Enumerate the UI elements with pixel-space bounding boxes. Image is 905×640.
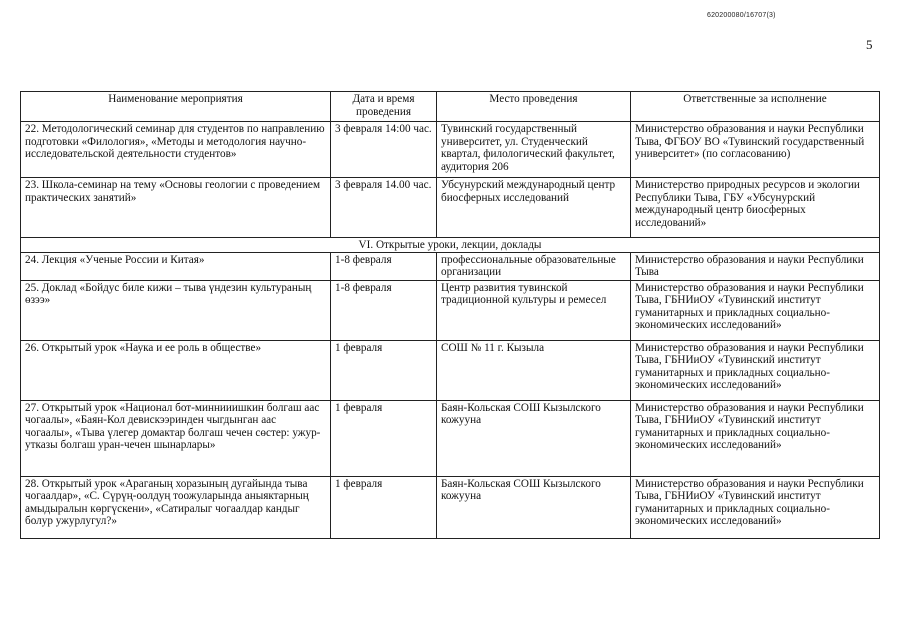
table-row — [21, 400, 880, 476]
cell-place: СОШ № 11 г. Кызыла — [437, 340, 631, 400]
header-date: Дата и время проведения — [331, 92, 437, 122]
cell-date: 3 февраля 14.00 час. — [331, 178, 437, 238]
table-row — [21, 122, 880, 178]
table-row — [21, 340, 880, 400]
cell-responsible: Министерство образования и науки Республики Тыва — [631, 252, 880, 280]
table-row — [21, 476, 880, 538]
cell-name: 22. Методологический семинар для студентов по направлению подготовки «Филология», «Методы и методология научно-исследовательской деятельности студентов» — [21, 122, 331, 178]
table-header-row — [21, 92, 880, 122]
cell-date: 1 февраля — [331, 476, 437, 538]
cell-responsible: Министерство образования и науки Республики Тыва, ГБНИиОУ «Тувинский институт гуманитарных и прикладных социально-экономических исследований» — [631, 280, 880, 340]
table-row — [21, 280, 880, 340]
document-code: 620200080/16707(3) — [707, 12, 776, 19]
cell-date: 1 февраля — [331, 400, 437, 476]
table-row — [21, 252, 880, 280]
cell-place: Убсунурский международный центр биосферных исследований — [437, 178, 631, 238]
events-table — [20, 91, 880, 539]
cell-date: 1-8 февраля — [331, 252, 437, 280]
section-title: VI. Открытые уроки, лекции, доклады — [21, 238, 880, 253]
cell-place: профессиональные образовательные организации — [437, 252, 631, 280]
cell-name: 27. Открытый урок «Национал бот-миннииишкин болгаш аас чогаалы», «Баян-Кол девискээринден чыгдынган аас чогаалы», «Тыва үлегер домактар болгаш чечен сөстер: ужур-утказы болгаш уран-чечен шынарлары» — [21, 400, 331, 476]
cell-name: 23. Школа-семинар на тему «Основы геологии с проведением практических занятий» — [21, 178, 331, 238]
cell-place: Тувинский государственный университет, ул. Студенческий квартал, филологический факультет, аудитория 206 — [437, 122, 631, 178]
page-number: 5 — [866, 37, 873, 52]
cell-date: 3 февраля 14:00 час. — [331, 122, 437, 178]
cell-responsible: Министерство образования и науки Республики Тыва, ГБНИиОУ «Тувинский институт гуманитарных и прикладных социально-экономических исследований» — [631, 476, 880, 538]
header-name: Наименование мероприятия — [21, 92, 331, 122]
cell-date: 1-8 февраля — [331, 280, 437, 340]
cell-place: Центр развития тувинской традиционной культуры и ремесел — [437, 280, 631, 340]
cell-responsible: Министерство образования и науки Республики Тыва, ГБНИиОУ «Тувинский институт гуманитарных и прикладных социально-экономических исследований» — [631, 340, 880, 400]
cell-name: 28. Открытый урок «Араганың хоразының дугайында тыва чогаалдар», «С. Сүрүң-оолдуң тоожуларында аныяктарның амыдыралын көргүскени», «Сатиралыг чогаалдар кандыг болур ужурлугул?» — [21, 476, 331, 538]
header-responsible: Ответственные за исполнение — [631, 92, 880, 122]
cell-name: 24. Лекция «Ученые России и Китая» — [21, 252, 331, 280]
cell-place: Баян-Кольская СОШ Кызылского кожууна — [437, 476, 631, 538]
cell-responsible: Министерство образования и науки Республики Тыва, ФГБОУ ВО «Тувинский государственный университет» (по согласованию) — [631, 122, 880, 178]
cell-responsible: Министерство природных ресурсов и экологии Республики Тыва, ГБУ «Убсунурский международный центр биосферных исследований» — [631, 178, 880, 238]
cell-name: 25. Доклад «Бойдус биле кижи – тыва үндезин культураның өзээ» — [21, 280, 331, 340]
cell-responsible: Министерство образования и науки Республики Тыва, ГБНИиОУ «Тувинский институт гуманитарных и прикладных социально-экономических исследований» — [631, 400, 880, 476]
cell-date: 1 февраля — [331, 340, 437, 400]
section-row — [21, 238, 880, 253]
cell-place: Баян-Кольская СОШ Кызылского кожууна — [437, 400, 631, 476]
table-row — [21, 178, 880, 238]
header-place: Место проведения — [437, 92, 631, 122]
cell-name: 26. Открытый урок «Наука и ее роль в обществе» — [21, 340, 331, 400]
